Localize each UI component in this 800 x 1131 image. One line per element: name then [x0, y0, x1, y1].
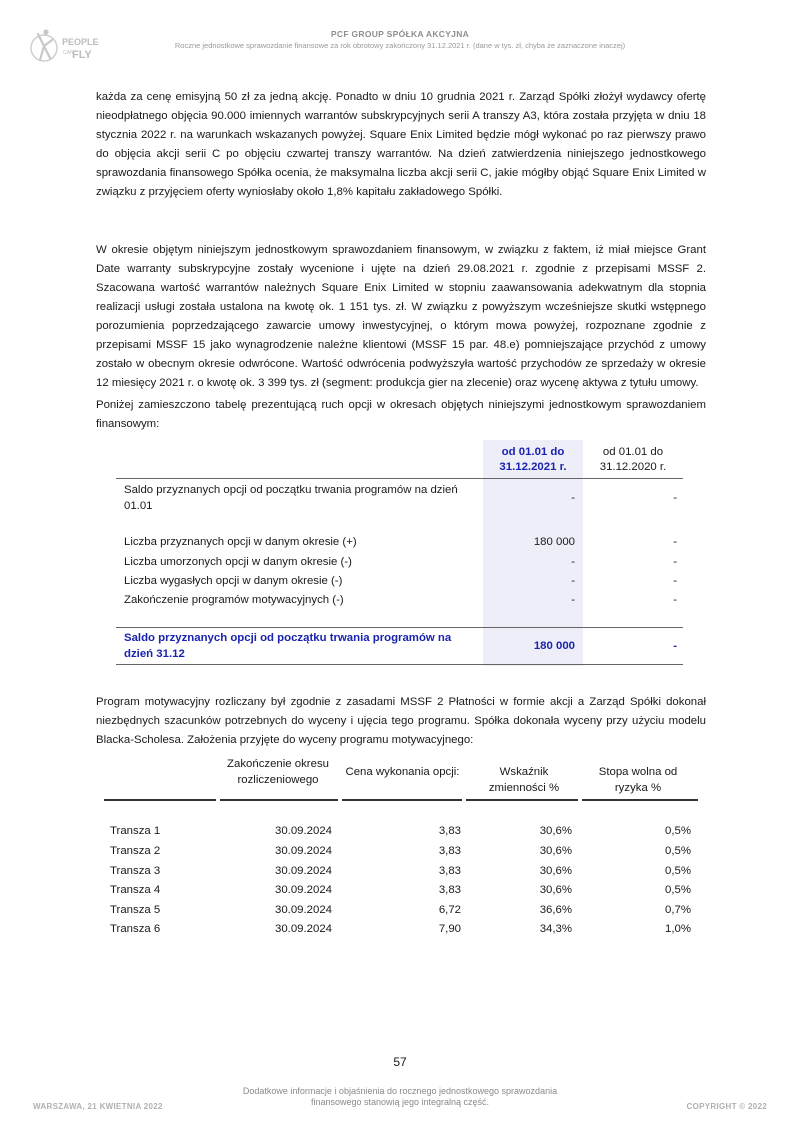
total-label: Saldo przyznanych opcji od początku trwania programów na dzień 31.12: [124, 632, 452, 660]
col-header-2020: od 01.01 do 31.12.2020 r.: [599, 446, 667, 473]
paragraph-incentive-program: Program motywacyjny rozliczany był zgodnie z zasadami MSSF 2 Płatności w formie akcji a Zarząd Spółki dokonał niezbędnych szacunków potrzebnych do wyceny i ujęcia tego programu. Spółka dokonała wyceny przy użyciu modelu Blacka-Scholesa. Założenia przyjęte do wyceny programu motywacyjnego:: [96, 696, 706, 746]
settlement-date: 30.09.2024: [274, 825, 332, 837]
svg-text:CAN: CAN: [63, 50, 74, 56]
settlement-date: 30.09.2024: [274, 884, 332, 896]
valuation-assumptions-table: [104, 753, 700, 943]
table-total-rule: [116, 627, 683, 628]
settlement-date: 30.09.2024: [274, 845, 332, 857]
value-2021: -: [571, 556, 575, 568]
header-rule: [104, 799, 216, 801]
footer-note: Dodatkowe informacje i objaśnienia do rocznego jednostkowego sprawozdania finansowego stanowią jego integralną część.: [242, 1086, 558, 1107]
header-company: PCF GROUP SPÓŁKA AKCYJNA: [330, 29, 470, 39]
value-2021: 180 000: [533, 536, 575, 548]
footer-copyright: COPYRIGHT © 2022: [686, 1102, 767, 1111]
table-bottom-rule: [116, 664, 683, 665]
tranche-name: Transza 2: [110, 845, 161, 857]
header-exercise-price: Cena wykonania opcji:: [345, 766, 460, 778]
value-2021: -: [571, 594, 575, 606]
header-risk-free-rate: Stopa wolna od ryzyka %: [598, 766, 678, 794]
value-2020: -: [673, 575, 677, 587]
risk-free-rate: 0,5%: [665, 825, 691, 837]
risk-free-rate: 0,5%: [665, 884, 691, 896]
paragraph-warrants-valuation: W okresie objętym niniejszym jednostkowym sprawozdaniem finansowym, w związku z faktem, iż miał miejsce Grant Date warranty subskrypcyjne zostały wycenione i ujęte na dzień 29.08.2021 r. zgodnie z przepisami MSSF 2. Szacowana wartość warrantów należnych Square Enix Limited w stopniu zaawansowania adekwatnym dla stopnia realizacji usługi została ustalona na kwotę ok. 1 151 tys. zł. W związku z powyższym wcześniejsze skutki wstępnego porozumienia poprzedzającego zawarcie umowy inwestycyjnej, o którym mowa powyżej, rozpoznane zgodnie z przepisami MSSF 15 jako wynagrodzenie należne klientowi (MSSF 15 par. 48.e) pomniejszające przychód z umowy zostało w obecnym okresie odwrócone. Wartość odwrócenia podwyższyła wartość przychodów ze sprzedaży w okresie 12 miesięcy 2021 r. o kwotę ok. 3 399 tys. zł (segment: produkcja gier na zlecenie) oraz wycenę aktywa z tytułu umowy.: [96, 244, 706, 389]
row-label: Zakończenie programów motywacyjnych (-): [124, 594, 344, 606]
risk-free-rate: 0,5%: [665, 845, 691, 857]
page-number: 57: [393, 1055, 407, 1069]
table-header-rule: [116, 478, 683, 479]
value-2020: -: [673, 594, 677, 606]
risk-free-rate: 1,0%: [665, 923, 691, 935]
paragraph-table-intro: Poniżej zamieszczono tabelę prezentującą ruch opcji w okresach objętych niniejszymi jednostkowym sprawozdaniem finansowym:: [96, 399, 706, 430]
total-value-2021: 180 000: [533, 640, 575, 652]
paragraph-warrants-offer: każda za cenę emisyjną 50 zł za jedną akcję. Ponadto w dniu 10 grudnia 2021 r. Zarząd Spółki złożył wydawcy ofertę nieodpłatnego objęcia 90.000 imiennych warrantów subskrypcyjnych serii A transzy A3, która została przyjęta w dniu 18 stycznia 2022 r. na warunkach wskazanych powyżej. Square Enix Limited będzie mógł wykonać po raz pierwszy prawo do objęcia akcji serii C po objęciu czwartej transzy warrantów. Na dzień zatwierdzenia niniejszego jednostkowego sprawozdania finansowego Spółka ocenia, że maksymalna liczba akcji serii C, jakie mógłby objąć Square Enix Limited w związku z przyjęciem oferty wyniosłaby około 1,8% kapitału zakładowego Spółki.: [96, 91, 706, 198]
header-settlement-end: Zakończenie okresu rozliczeniowego: [227, 758, 329, 786]
value-2020: -: [673, 536, 677, 548]
row-label: Liczba wygasłych opcji w danym okresie (-): [124, 575, 343, 587]
header-volatility: Wskaźnik zmienności %: [488, 766, 560, 794]
value-2021: -: [571, 492, 575, 504]
total-value-2020: -: [673, 640, 677, 652]
exercise-price: 3,83: [438, 845, 461, 857]
col-header-2021: od 01.01 do 31.12.2021 r.: [499, 446, 567, 473]
svg-text:PEOPLE: PEOPLE: [62, 37, 99, 47]
footer-place-date: WARSZAWA, 21 KWIETNIA 2022: [33, 1102, 163, 1111]
value-2020: -: [673, 492, 677, 504]
header-rule: [342, 799, 462, 801]
header-rule: [466, 799, 578, 801]
settlement-date: 30.09.2024: [274, 865, 332, 877]
volatility: 30,6%: [539, 865, 572, 877]
volatility: 34,3%: [539, 923, 572, 935]
tranche-name: Transza 4: [110, 884, 161, 896]
exercise-price: 3,83: [438, 825, 461, 837]
tranche-name: Transza 5: [110, 904, 161, 916]
volatility: 36,6%: [539, 904, 572, 916]
row-label: Liczba umorzonych opcji w danym okresie (-): [124, 556, 352, 568]
tranche-name: Transza 1: [110, 825, 161, 837]
header-rule: [582, 799, 698, 801]
volatility: 30,6%: [539, 825, 572, 837]
exercise-price: 6,72: [438, 904, 461, 916]
value-2021: -: [571, 575, 575, 587]
exercise-price: 7,90: [438, 923, 461, 935]
tranche-name: Transza 3: [110, 865, 161, 877]
settlement-date: 30.09.2024: [274, 904, 332, 916]
header-subtitle: Roczne jednostkowe sprawozdanie finansowe za rok obrotowy zakończony 31.12.2021 r. (dane w tys. zł, chyba że zaznaczone inaczej): [174, 41, 626, 50]
svg-text:FLY: FLY: [72, 49, 92, 61]
header-rule: [220, 799, 338, 801]
risk-free-rate: 0,5%: [665, 865, 691, 877]
volatility: 30,6%: [539, 884, 572, 896]
risk-free-rate: 0,7%: [665, 904, 691, 916]
exercise-price: 3,83: [438, 865, 461, 877]
row-label: Saldo przyznanych opcji od początku trwania programów na dzień 01.01: [124, 484, 458, 512]
row-label: Liczba przyznanych opcji w danym okresie (+): [124, 536, 357, 548]
options-movement-table: [116, 440, 683, 666]
volatility: 30,6%: [539, 845, 572, 857]
tranche-name: Transza 6: [110, 923, 161, 935]
exercise-price: 3,83: [438, 884, 461, 896]
settlement-date: 30.09.2024: [274, 923, 332, 935]
value-2020: -: [673, 556, 677, 568]
